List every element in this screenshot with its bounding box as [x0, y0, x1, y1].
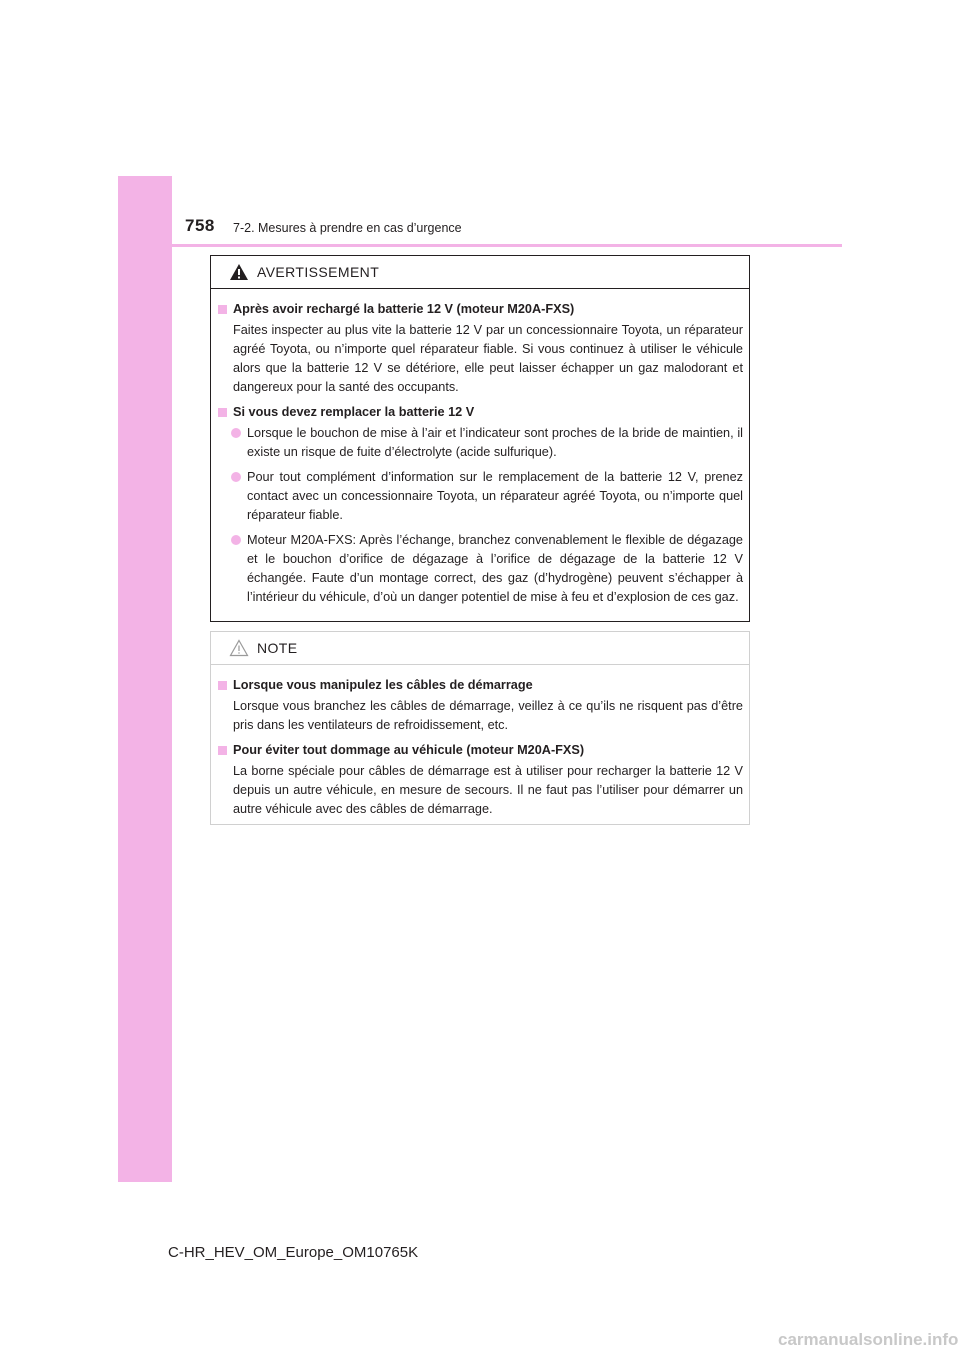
bullet-text: Moteur M20A-FXS: Après l’échange, branchez convenablement le flexible de dégazage et le bouchon d’orifice de dégazage à l’orifice de dégazage de la batterie 12 V échangée. Faute d’un montage correct, des gaz (d’hydrogène) peuvent s’échapper à l’intérieur du véhicule, d’où un danger potentiel de mise à feu et d’explosion de ces gaz.	[247, 533, 743, 604]
note-header	[211, 632, 749, 665]
square-bullet-icon	[218, 681, 227, 690]
section-title: 7-2. Mesures à prendre en cas d’urgence	[233, 221, 462, 235]
bullet-text: Pour tout complément d’information sur le remplacement de la batterie 12 V, prenez contact avec un concessionnaire Toyota, un réparateur agréé Toyota, ou n’importe quel réparateur fiable.	[247, 470, 743, 522]
chapter-side-tab	[118, 176, 172, 1182]
note-heading-cables	[218, 676, 743, 695]
footer-doc-id: C-HR_HEV_OM_Europe_OM10765K	[168, 1244, 419, 1261]
warning-heading-replace	[218, 403, 743, 422]
warning-header	[211, 256, 749, 289]
list-item	[218, 468, 743, 525]
note-paragraph-damage: La borne spéciale pour câbles de démarrage est à utiliser pour recharger la batterie 12 V depuis un autre véhicule, en mesure de secours. Il ne faut pas l’utiliser pour démarrer un autre véhicule avec des câbles de démarrage.	[233, 764, 743, 816]
heading-text: Si vous devez remplacer la batterie 12 V	[233, 405, 475, 419]
warning-box	[210, 255, 750, 622]
list-item	[218, 424, 743, 462]
warning-heading-recharge	[218, 300, 743, 319]
list-item	[218, 531, 743, 607]
warning-paragraph-recharge: Faites inspecter au plus vite la batterie 12 V par un concessionnaire Toyota, un réparateur agréé Toyota, ou n’importe quel réparateur fiable. Si vous continuez à utiliser le véhicule alors que la batterie 12 V se détériore, elle peut laisser échapper un gaz malodorant et dangereux pour la santé des occupants.	[233, 323, 743, 394]
note-body	[211, 665, 749, 819]
circle-bullet-icon	[231, 535, 241, 545]
heading-text: Pour éviter tout dommage au véhicule (moteur M20A-FXS)	[233, 743, 585, 757]
square-bullet-icon	[218, 408, 227, 417]
page-number: 758	[185, 216, 215, 235]
note-heading-damage	[218, 741, 743, 760]
warning-triangle-icon	[229, 263, 249, 281]
warning-title: AVERTISSEMENT	[257, 264, 380, 280]
heading-text: Lorsque vous manipulez les câbles de démarrage	[233, 678, 533, 692]
note-paragraph-cables: Lorsque vous branchez les câbles de démarrage, veillez à ce qu’ils ne risquent pas d’être pris dans les ventilateurs de refroidissement, etc.	[233, 699, 743, 732]
note-title: NOTE	[257, 640, 298, 656]
note-triangle-outline-icon	[229, 639, 249, 657]
circle-bullet-icon	[231, 472, 241, 482]
circle-bullet-icon	[231, 428, 241, 438]
watermark: carmanualsonline.info	[778, 1330, 959, 1349]
warning-body	[211, 289, 749, 607]
square-bullet-icon	[218, 305, 227, 314]
bullet-text: Lorsque le bouchon de mise à l’air et l’indicateur sont proches de la bride de maintien, il existe un risque de fuite d’électrolyte (acide sulfurique).	[247, 426, 743, 459]
header-rule	[172, 244, 842, 247]
heading-text: Après avoir rechargé la batterie 12 V (moteur M20A-FXS)	[233, 302, 575, 316]
square-bullet-icon	[218, 746, 227, 755]
note-box	[210, 631, 750, 825]
